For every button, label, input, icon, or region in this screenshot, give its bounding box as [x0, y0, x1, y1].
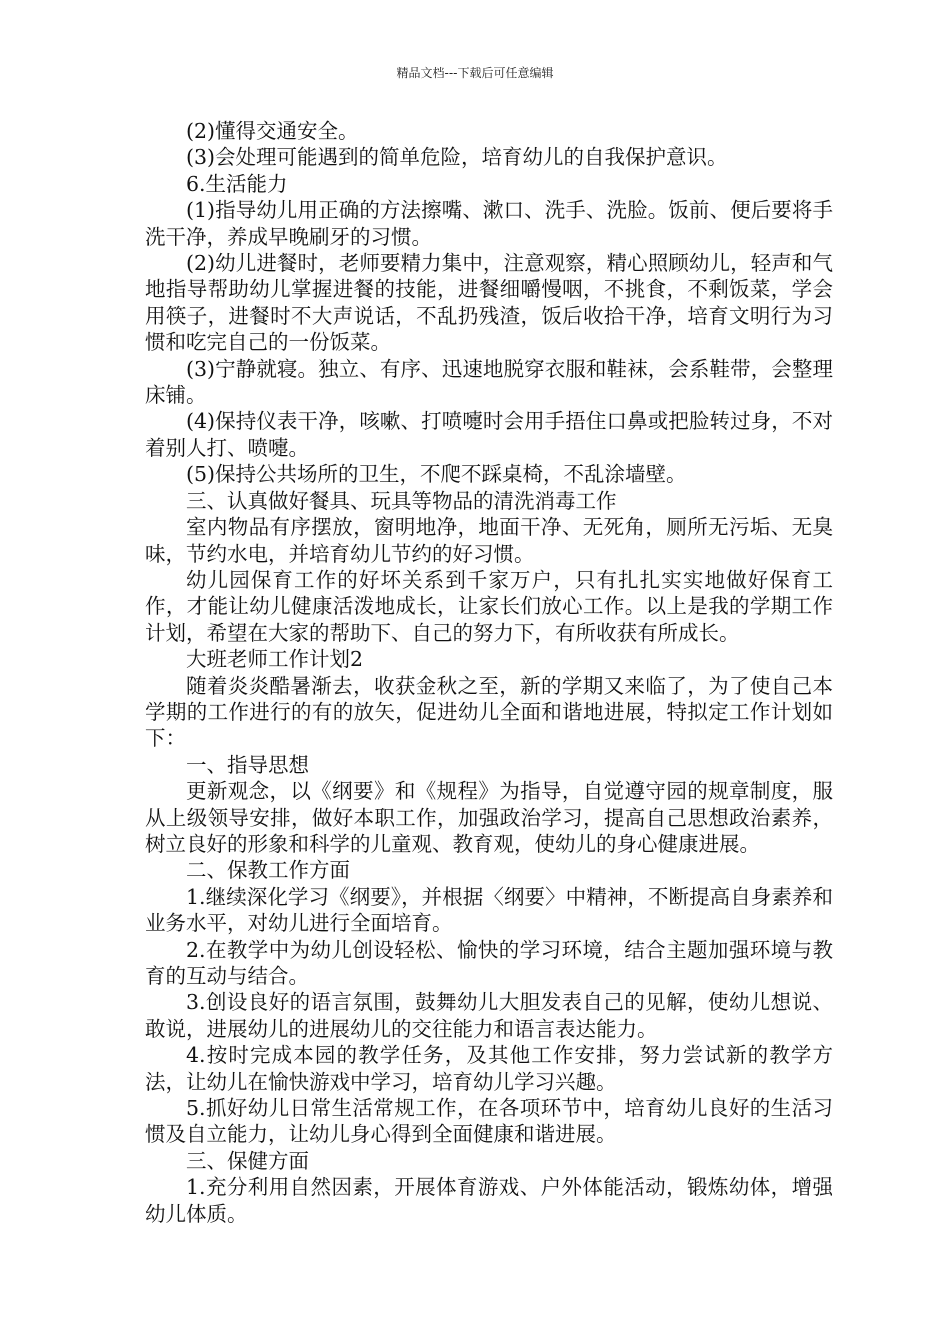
list-item: (3)会处理可能遇到的简单危险，培育幼儿的自我保护意识。 [186, 145, 728, 170]
list-item: (3)宁静就寝。独立、有序、迅速地脱穿衣服和鞋袜，会系鞋带，会整理床铺。 [145, 356, 833, 408]
section-heading: 三、认真做好餐具、玩具等物品的清洗消毒工作 [186, 488, 617, 513]
paragraph: 室内物品有序摆放，窗明地净，地面干净、无死角，厕所无污垢、无臭味，节约水电，并培育幼儿节约的好习惯。 [145, 515, 833, 566]
section-heading: 二、保教工作方面 [186, 858, 350, 883]
section-heading: 一、指导思想 [186, 752, 309, 777]
paragraph: 幼儿园保育工作的好坏关系到千家万户，只有扎扎实实地做好保育工作，才能让幼儿健康活泼地成长，让家长们放心工作。以上是我的学期工作计划，希望在大家的帮助下、自己的努力下，有所收获有所成长。 [145, 567, 833, 645]
document-title: 大班老师工作计划2 [186, 647, 364, 672]
document-body [145, 118, 833, 1227]
page-header: 精品文档---下载后可任意编辑 [396, 66, 554, 80]
list-item: (5)保持公共场所的卫生，不爬不踩桌椅，不乱涂墙壁。 [186, 462, 687, 487]
list-item: (2)懂得交通安全。 [186, 119, 359, 143]
list-item: 2.在教学中为幼儿创设轻松、愉快的学习环境，结合主题加强环境与教育的互动与结合。 [145, 937, 833, 988]
list-item: (2)幼儿进餐时，老师要精力集中，注意观察，精心照顾幼儿，轻声和气地指导帮助幼儿掌握进餐的技能，进餐细嚼慢咽，不挑食，不剩饭菜，学会用筷子，进餐时不大声说话，不乱扔残渣，饭后收拾干净，培育文明行为习惯和吃完自己的一份饭菜。 [145, 251, 833, 355]
list-item: (1)指导幼儿用正确的方法擦嘴、漱口、洗手、洗脸。饭前、便后要将手洗干净，养成早晚刷牙的习惯。 [145, 198, 833, 249]
section-heading: 三、保健方面 [186, 1148, 309, 1173]
paragraph: 随着炎炎酷暑渐去，收获金秋之至，新的学期又来临了，为了使自己本学期的工作进行的有的放矢，促进幼儿全面和谐地进展，特拟定工作计划如下： [145, 673, 833, 751]
list-item: 5.抓好幼儿日常生活常规工作，在各项环节中，培育幼儿良好的生活习惯及自立能力，让幼儿身心得到全面健康和谐进展。 [145, 1096, 833, 1147]
list-item: 1.继续深化学习《纲要》，并根据〈纲要〉中精神，不断提高自身素养和业务水平，对幼儿进行全面培育。 [145, 884, 833, 936]
list-item: (4)保持仪表干净，咳嗽、打喷嚏时会用手捂住口鼻或把脸转过身，不对着别人打、喷嚏。 [145, 409, 833, 460]
list-item: 1.充分利用自然因素，开展体育游戏、户外体能活动，锻炼幼体，增强幼儿体质。 [145, 1175, 833, 1226]
list-item: 4.按时完成本园的教学任务，及其他工作安排，努力尝试新的教学方法，让幼儿在愉快游戏中学习，培育幼儿学习兴趣。 [145, 1043, 833, 1094]
section-heading: 6.生活能力 [186, 171, 288, 196]
paragraph: 更新观念，以《纲要》和《规程》为指导，自觉遵守园的规章制度，服从上级领导安排，做好本职工作，加强政治学习，提高自己思想政治素养，树立良好的形象和科学的儿童观、教育观，使幼儿的身心健康进展。 [145, 779, 833, 856]
list-item: 3.创设良好的语言氛围，鼓舞幼儿大胆发表自己的见解，使幼儿想说、敢说，进展幼儿的进展幼儿的交往能力和语言表达能力。 [145, 990, 833, 1041]
